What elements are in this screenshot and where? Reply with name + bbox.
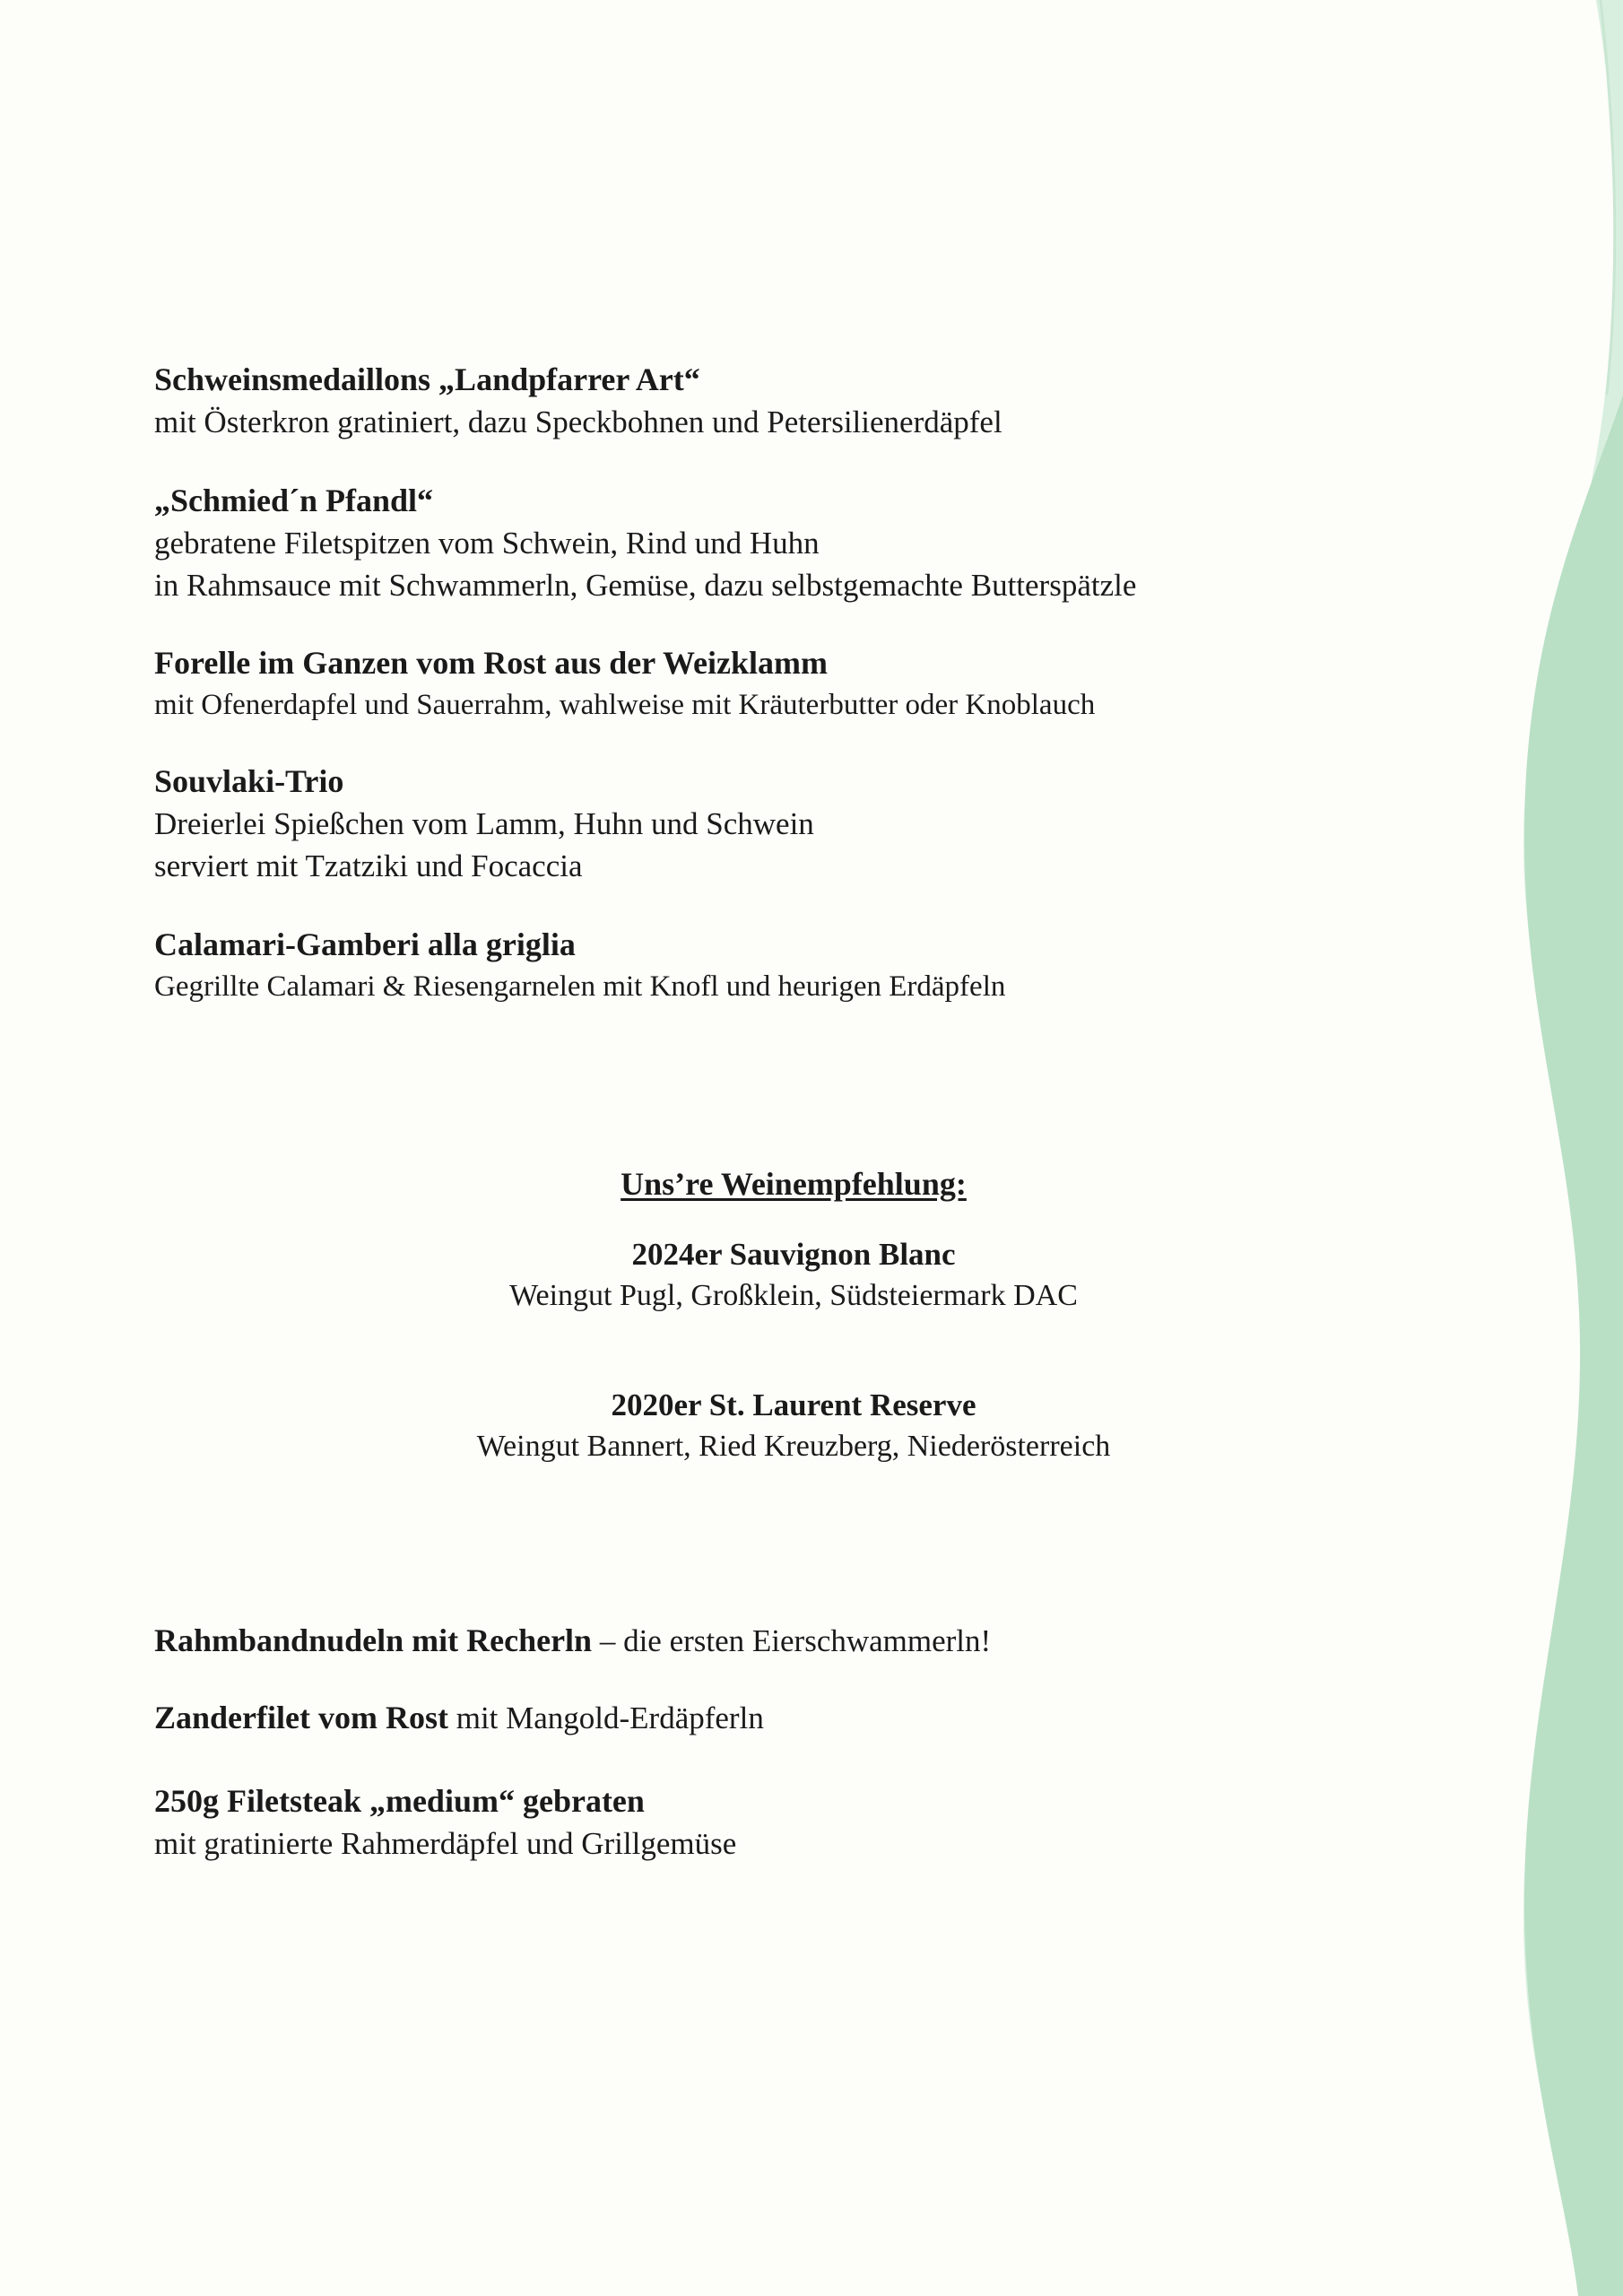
dish-title: „Schmied´n Pfandl“ [154, 483, 434, 518]
wave-front-band [1524, 395, 1623, 2296]
special-title: Rahmbandnudeln mit Recherln [154, 1622, 593, 1658]
wine-heading: Uns’re Weinempfehlung: [621, 1166, 967, 1202]
wine-name: 2024er Sauvignon Blanc [631, 1237, 956, 1272]
dish-description: mit Ofenerdapfel und Sauerrahm, wahlweise mit Kräuterbutter oder Knoblauch [154, 689, 1096, 721]
wine-st-laurent [341, 1385, 1246, 1467]
wine-name: 2020er St. Laurent Reserve [611, 1387, 976, 1422]
special-line [154, 1697, 764, 1739]
dish-description: serviert mit Tzatziki und Focaccia [154, 848, 583, 883]
wine-sauvignon-blanc [341, 1234, 1246, 1317]
dish-description: in Rahmsauce mit Schwammerln, Gemüse, dazu selbstgemachte Butterspätzle [154, 568, 1137, 603]
special-description: – die ersten Eierschwammerln! [592, 1623, 992, 1658]
dish-title: Souvlaki-Trio [154, 763, 344, 799]
dish-title: Schweinsmedaillons „Landpfarrer Art“ [154, 361, 700, 397]
dish-title: Forelle im Ganzen vom Rost aus der Weizklamm [154, 645, 828, 681]
special-zanderfilet [154, 1697, 764, 1739]
dish-title: Calamari-Gamberi alla griglia [154, 926, 576, 962]
wine-description: Weingut Pugl, Großklein, Südsteiermark DAC [509, 1279, 1078, 1312]
dish-description: mit Österkron gratiniert, dazu Speckbohnen und Petersilienerdäpfel [154, 404, 1002, 439]
special-filetsteak [154, 1780, 736, 1865]
special-title: 250g Filetsteak „medium“ gebraten [154, 1783, 645, 1819]
wave-back-band [1523, 0, 1623, 2296]
wave-edge-line [1601, 0, 1615, 395]
special-title: Zanderfilet vom Rost [154, 1700, 448, 1735]
wine-recommendation [341, 0, 1246, 1489]
dish-description: Dreierlei Spießchen vom Lamm, Huhn und Schwein [154, 806, 814, 841]
special-description: mit gratinierte Rahmerdäpfel und Grillgemüse [154, 1826, 737, 1861]
dish-description: gebratene Filetspitzen vom Schwein, Rind und Huhn [154, 526, 820, 561]
special-rahmbandnudeln [154, 1620, 991, 1662]
wine-description: Weingut Bannert, Ried Kreuzberg, Niederösterreich [476, 1430, 1111, 1463]
special-description: mit Mangold-Erdäpferln [447, 1700, 764, 1735]
dish-description: Gegrillte Calamari & Riesengarnelen mit Knofl und heurigen Erdäpfeln [154, 970, 1006, 1003]
special-line [154, 1620, 991, 1662]
